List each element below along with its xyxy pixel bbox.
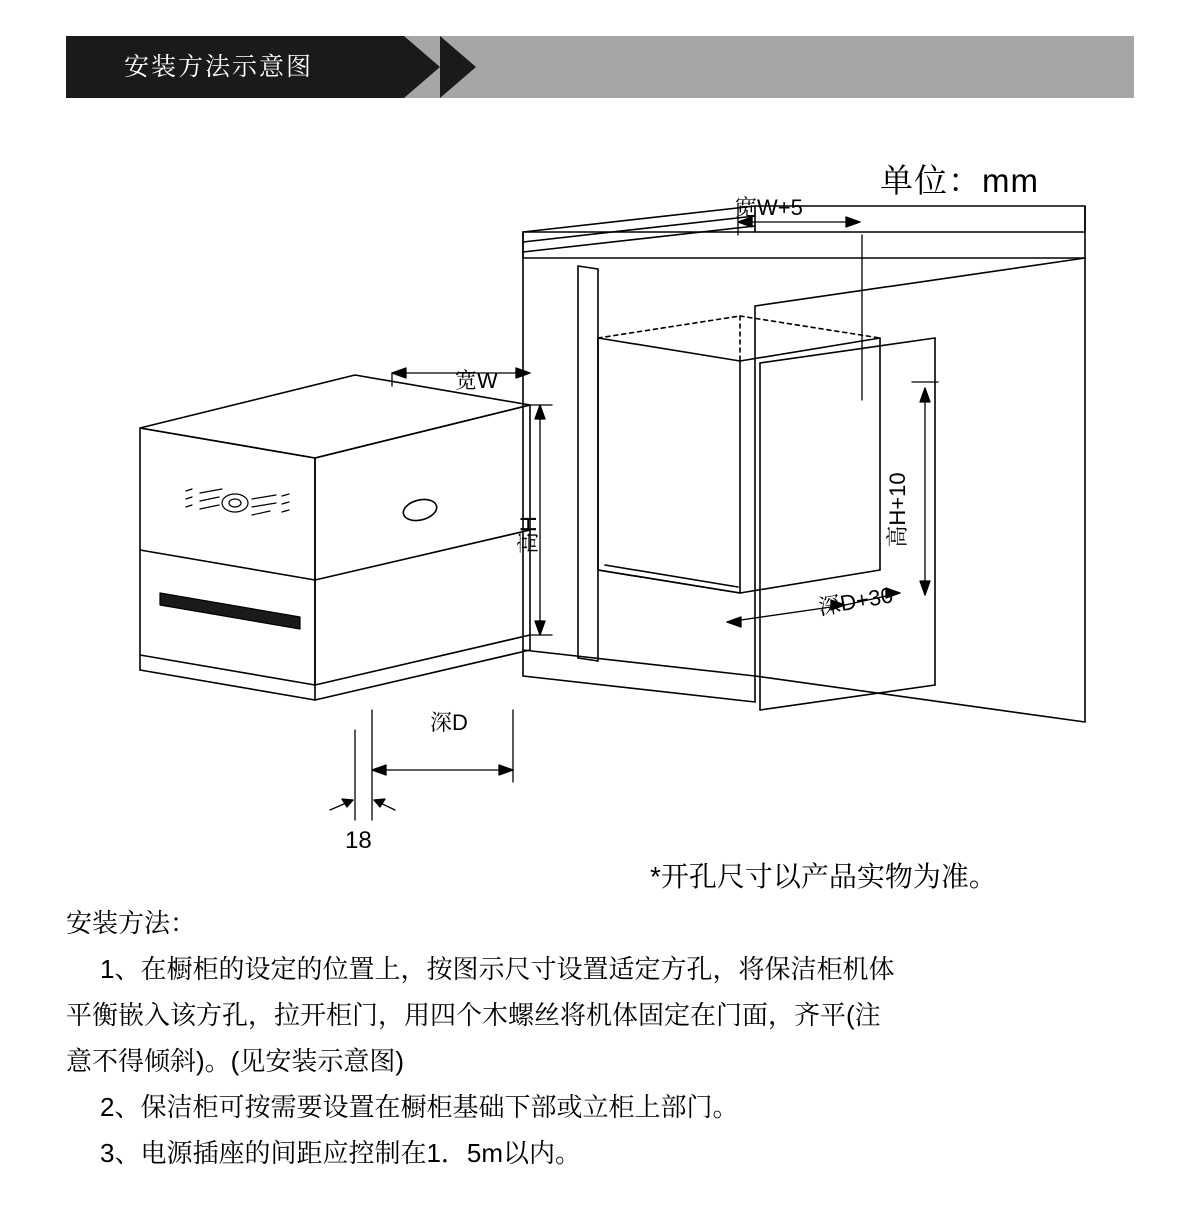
label-thickness-18: 18 (345, 827, 372, 854)
label-height-h-plus-10: 高H+10 (885, 472, 910, 548)
instruction-line-1: 1、在橱柜的设定的位置上，按图示尺寸设置适定方孔，将保洁柜机体 (100, 954, 895, 984)
cabinet-body (523, 206, 1085, 722)
header-chevron-icon-1 (404, 36, 440, 98)
page-title: 安装方法示意图 (124, 53, 314, 81)
installation-instructions (66, 900, 1136, 1176)
instruction-line-2: 平衡嵌入该方孔，拉开柜门，用四个木螺丝将机体固定在门面，齐平(注 (66, 1000, 881, 1030)
label-height-h: 高H (516, 516, 541, 554)
unit-label: 单位：mm (880, 162, 1039, 199)
instruction-line-4: 2、保洁柜可按需要设置在橱柜基础下部或立柜上部门。 (100, 1092, 739, 1122)
label-width-w-plus-5: 宽W+5 (735, 195, 803, 220)
installation-diagram (0, 110, 1200, 870)
label-depth-d-plus-30: 深D+30 (816, 582, 895, 620)
dimension-labels (345, 195, 910, 854)
instruction-line-3: 意不得倾斜)。(见安装示意图) (66, 1046, 404, 1076)
instructions-title: 安装方法： (66, 908, 197, 938)
control-panel-icons (186, 489, 289, 515)
label-depth-d: 深D (430, 710, 468, 735)
label-width-w: 宽W (455, 368, 498, 393)
appliance-body (140, 375, 530, 700)
header-chevron-icon-2 (440, 36, 476, 98)
page-header-banner (66, 36, 1134, 98)
appliance-handle (401, 496, 439, 524)
drawer-handle (160, 593, 300, 629)
dimension-lines (330, 204, 938, 820)
instruction-line-5: 3、电源插座的间距应控制在1．5m以内。 (100, 1138, 582, 1168)
diagram-footnote: *开孔尺寸以产品实物为准。 (650, 861, 997, 892)
